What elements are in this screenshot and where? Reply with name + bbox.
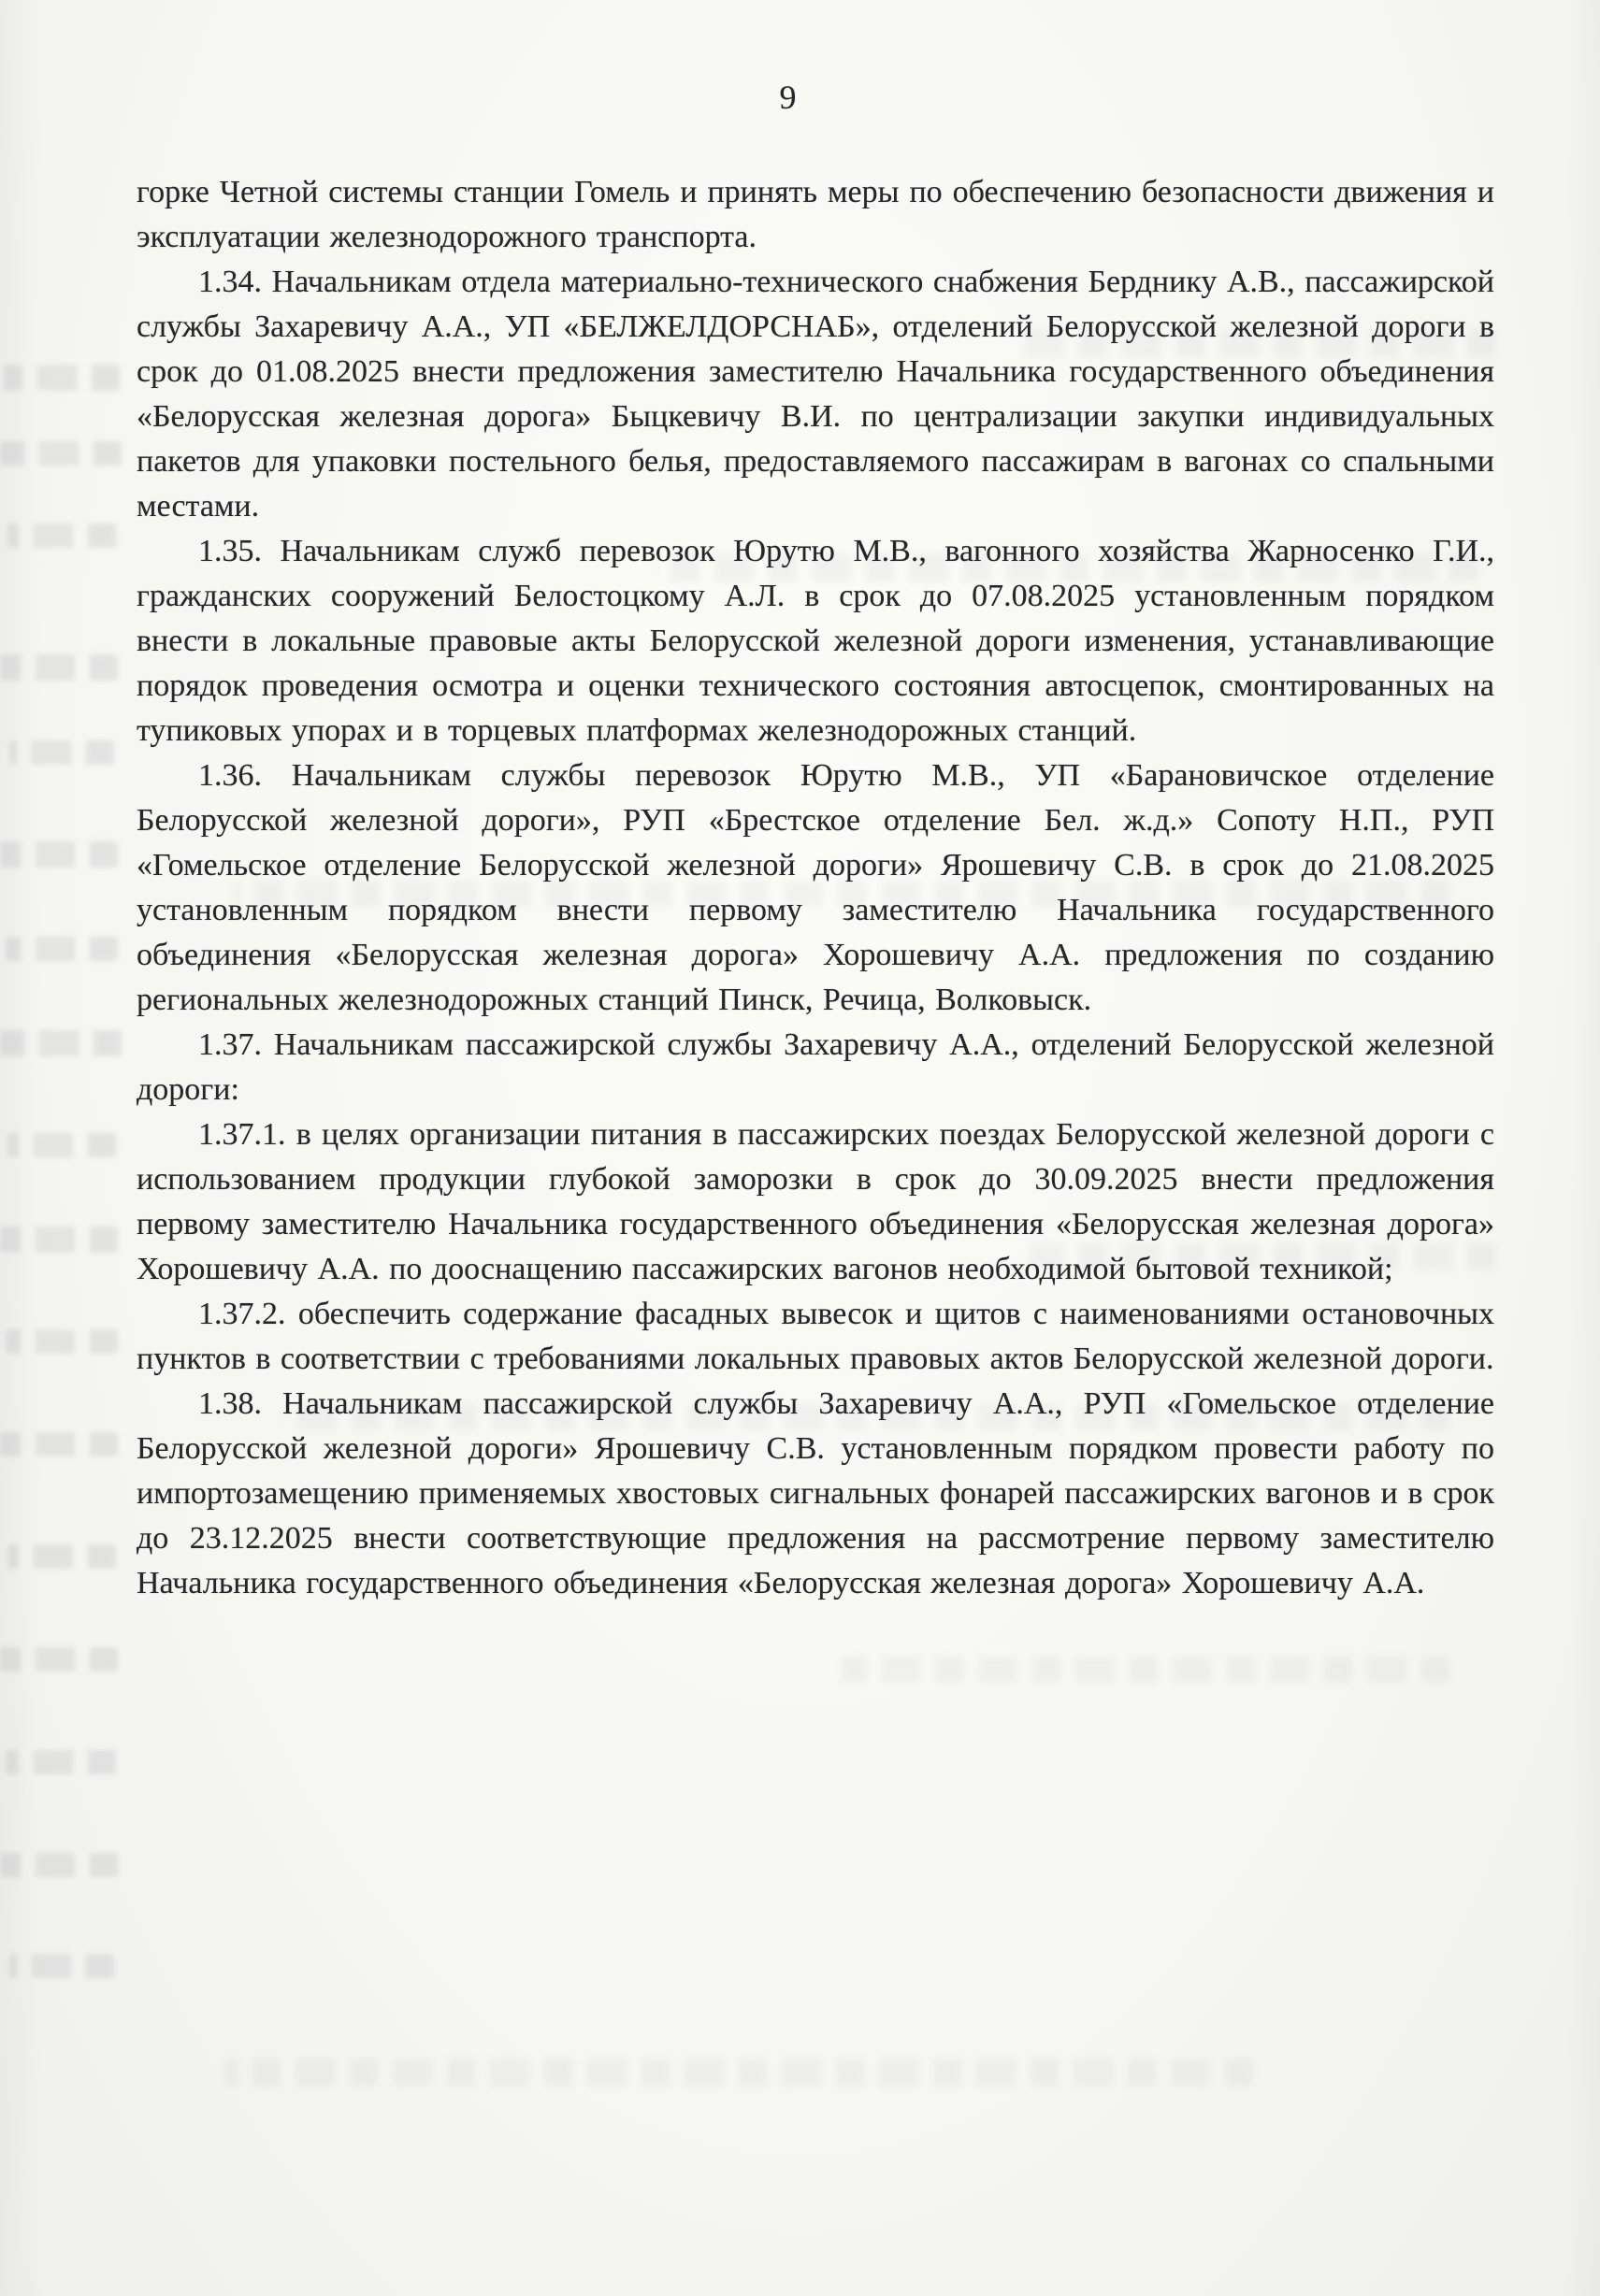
bleed-through-artifact	[0, 841, 118, 868]
bleed-through-artifact	[7, 1544, 116, 1569]
bleed-through-artifact	[842, 1657, 1449, 1683]
clause-1-35: 1.35. Начальникам служб перевозок Юрутю М.В., вагонного хозяйства Жарносенко Г.И., гражданских сооружений Белостоцкому А.Л. в срок до 07.08.2025 установленным порядком внести в локальные правовые акты Белорусской железной дороги изменения, устанавливающие порядок проведения осмотра и оценки технического состояния автосцепок, смонтированных на тупиковых упорах и в торцевых платформах железнодорожных станций.	[137, 534, 1494, 748]
bleed-through-artifact	[9, 740, 114, 765]
bleed-through-artifact	[6, 1750, 116, 1774]
clause-1-36: 1.36. Начальникам службы перевозок Юрутю М.В., УП «Барановичское отделение Белорусской железной дороги», РУП «Брестское отделение Бел. ж.д.» Сопоту Н.П., РУП «Гомельское отделение Белорусской железной дороги» Ярошевичу С.В. в срок до 21.08.2025 установленным порядком внести первому заместителю Начальника государственного объединения «Белорусская железная дорога» Хорошевичу А.А. предложения по созданию региональных железнодорожных станций Пинск, Речица, Волковыск.	[137, 758, 1494, 1017]
bleed-through-artifact	[0, 654, 118, 681]
bleed-through-artifact	[6, 1329, 118, 1354]
clause-1-38: 1.38. Начальникам пассажирской службы Захаревичу А.А., РУП «Гомельское отделение Белорусской железной дороги» Ярошевичу С.В. установленным порядком провести работу по импортозамещению применяемых хвостовых сигнальных фонарей пассажирских вагонов и в срок до 23.12.2025 внести соответствующие предложения на рассмотрение первому заместителю Начальника государственного объединения «Белорусская железная дорога» Хорошевичу А.А.	[137, 1386, 1494, 1600]
bleed-through-artifact	[6, 937, 118, 961]
clause-1-34: 1.34. Начальникам отдела материально-технического снабжения Берднику А.В., пассажирской службы Захаревичу А.А., УП «БЕЛЖЕЛДОРСНАБ», отделений Белорусской железной дороги в срок до 01.08.2025 внести предложения заместителю Начальника государственного объединения «Белорусская железная дорога» Быцкевичу В.И. по централизации закупки индивидуальных пакетов для упаковки постельного белья, предоставляемого пассажирам в вагонах со спальными местами.	[137, 265, 1494, 524]
bleed-through-artifact	[0, 1432, 118, 1457]
clause-1-37: 1.37. Начальникам пассажирской службы Захаревичу А.А., отделений Белорусской железной дороги:	[137, 1027, 1494, 1107]
continuation-paragraph: горке Четной системы станции Гомель и принять меры по обеспечению безопасности движения и эксплуатации железнодорожного транспорта.	[137, 175, 1494, 254]
bleed-through-artifact	[7, 1133, 116, 1157]
page-number: 9	[779, 79, 797, 116]
clause-1-37-2: 1.37.2. обеспечить содержание фасадных вывесок и щитов с наименованиями остановочных пунктов в соответствии с требованиями локальных правовых актов Белорусской железной дороги.	[137, 1297, 1494, 1376]
bleed-through-artifact	[4, 365, 120, 391]
document-body	[137, 170, 1494, 1606]
bleed-through-artifact	[7, 524, 116, 548]
bleed-through-artifact	[0, 1647, 118, 1672]
bleed-through-artifact	[224, 2059, 1253, 2087]
bleed-through-artifact	[0, 1030, 122, 1056]
bleed-through-artifact	[0, 441, 122, 466]
bleed-through-artifact	[0, 1227, 118, 1253]
bleed-through-artifact	[9, 1954, 114, 1978]
bleed-through-artifact	[0, 1853, 118, 1877]
clause-1-37-1: 1.37.1. в целях организации питания в пассажирских поездах Белорусской железной дороги с использованием продукции глубокой заморозки в срок до 30.09.2025 внести предложения первому заместителю Начальника государственного объединения «Белорусская железная дорога» Хорошевичу А.А. по дооснащению пассажирских вагонов необходимой бытовой техникой;	[137, 1117, 1494, 1286]
